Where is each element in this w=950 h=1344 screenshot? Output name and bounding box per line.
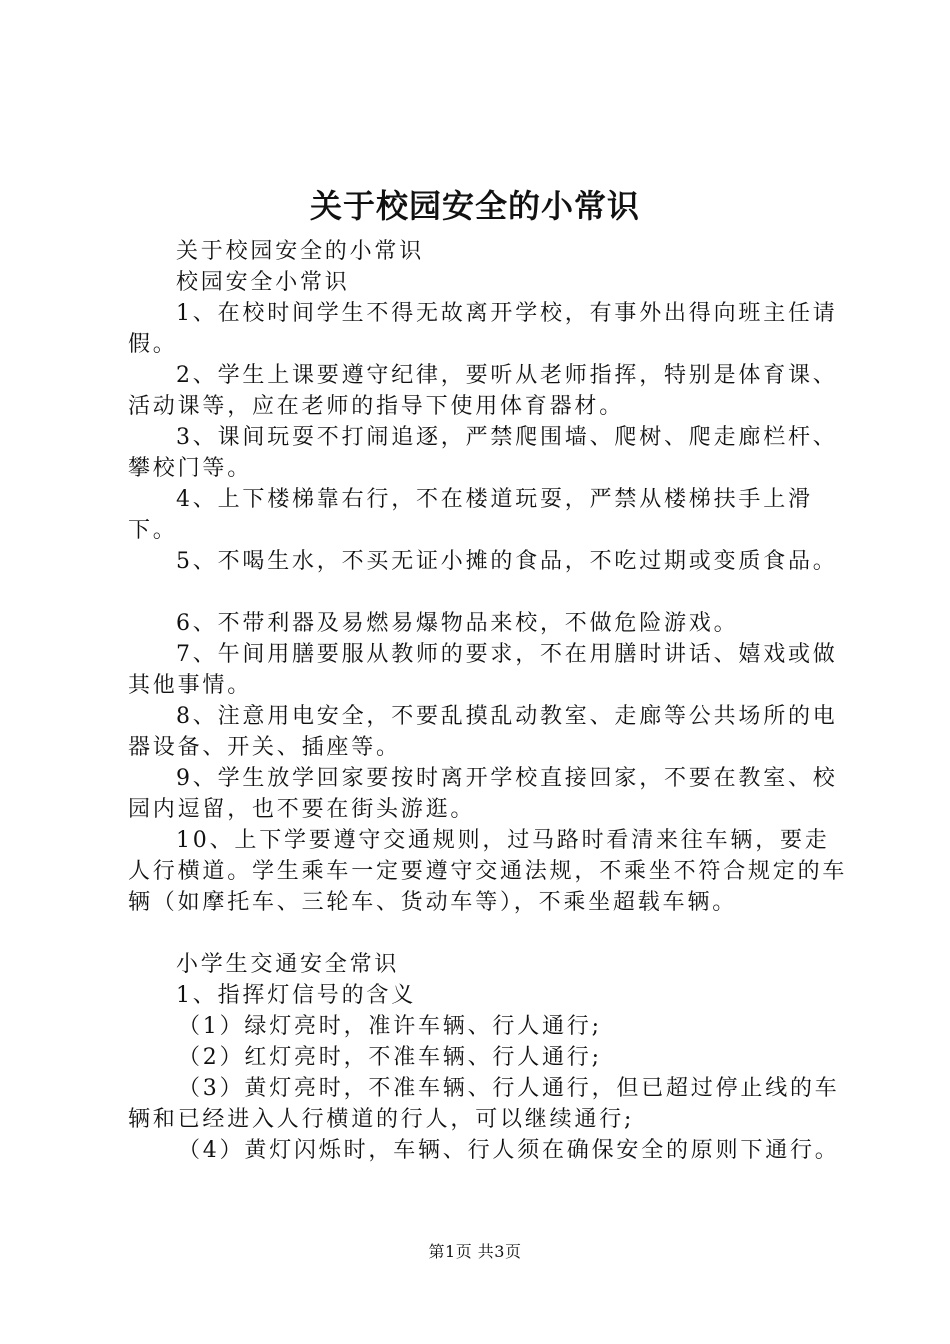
traffic-light-rule-1: （1）绿灯亮时，准许车辆、行人通行; xyxy=(178,1014,602,1039)
campus-rule-8: 8、注意用电安全，不要乱摸乱动教室、走廊等公共场所的电器设备、开关、插座等。 xyxy=(128,704,838,760)
paragraph-gap xyxy=(128,577,848,608)
campus-rule-7: 7、午间用膳要服从教师的要求，不在用膳时讲话、嬉戏或做其他事情。 xyxy=(128,642,838,698)
campus-rule-5: 5、不喝生水，不买无证小摊的食品，不吃过期或变质食品。 xyxy=(176,549,838,574)
section-heading-traffic-safety: 小学生交通安全常识 xyxy=(176,952,400,977)
document-body xyxy=(128,236,848,1166)
campus-rule-10: 10、上下学要遵守交通规则，过马路时看清来往车辆，要走人行横道。学生乘车一定要遵守交通法规，不乘坐不符合规定的车辆（如摩托车、三轮车、货动车等），不乘坐超载车辆。 xyxy=(128,828,848,915)
page-footer: 第1页 共3页 xyxy=(428,1242,522,1261)
campus-rule-6: 6、不带利器及易燃易爆物品来校，不做危险游戏。 xyxy=(176,611,739,636)
document-title: 关于校园安全的小常识 xyxy=(309,187,640,225)
campus-rule-2: 2、学生上课要遵守纪律，要听从老师指挥，特别是体育课、活动课等，应在老师的指导下使用体育器材。 xyxy=(128,363,838,419)
campus-rule-1: 1、在校时间学生不得无故离开学校，有事外出得向班主任请假。 xyxy=(128,301,838,357)
campus-rule-3: 3、课间玩耍不打闹追逐，严禁爬围墙、爬树、爬走廊栏杆、攀校门等。 xyxy=(128,425,838,481)
traffic-light-rule-3: （3）黄灯亮时，不准车辆、行人通行，但已超过停止线的车辆和已经进入人行横道的行人，可以继续通行; xyxy=(128,1076,840,1132)
paragraph-gap xyxy=(128,918,848,949)
traffic-light-rule-2: （2）红灯亮时，不准车辆、行人通行; xyxy=(178,1045,602,1070)
campus-rule-9: 9、学生放学回家要按时离开学校直接回家，不要在教室、校园内逗留，也不要在街头游逛。 xyxy=(128,766,838,822)
traffic-light-subheading: 1、指挥灯信号的含义 xyxy=(176,983,416,1008)
section-heading-campus-safety: 校园安全小常识 xyxy=(176,270,350,295)
document-subtitle: 关于校园安全的小常识 xyxy=(176,239,425,264)
campus-rule-4: 4、上下楼梯靠右行，不在楼道玩耍，严禁从楼梯扶手上滑下。 xyxy=(128,487,813,543)
traffic-light-rule-4: （4）黄灯闪烁时，车辆、行人须在确保安全的原则下通行。 xyxy=(178,1138,840,1163)
